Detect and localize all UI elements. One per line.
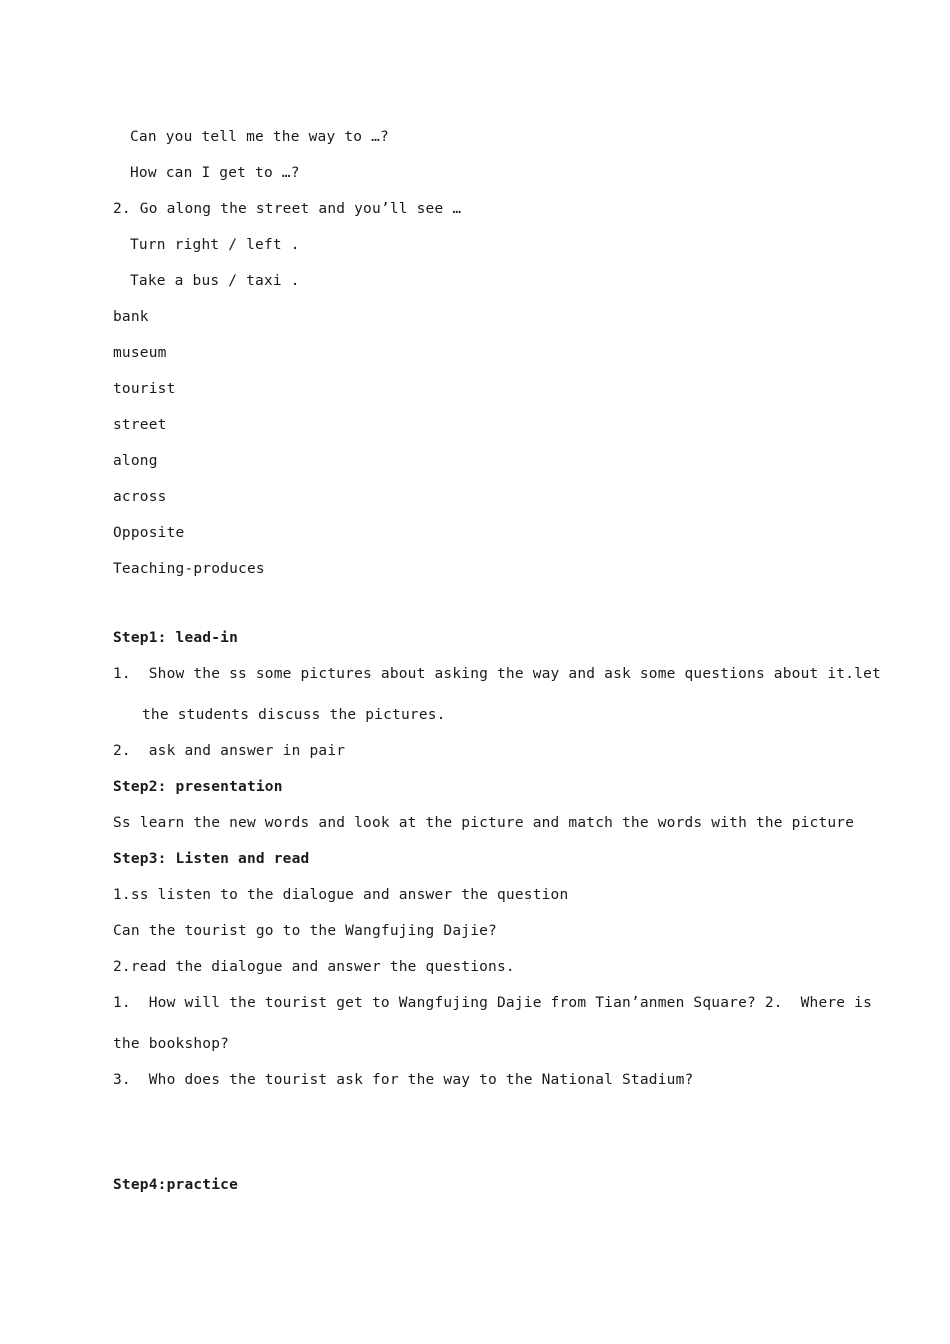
phrase-go-along: 2. Go along the street and you’ll see … bbox=[113, 201, 462, 217]
word-bank: bank bbox=[113, 309, 149, 325]
step3-item2: 2.read the dialogue and answer the questions. bbox=[113, 959, 515, 975]
word-street: street bbox=[113, 417, 167, 433]
step3-item1: 1.ss listen to the dialogue and answer the question bbox=[113, 887, 569, 903]
step1-item1: 1. Show the ss some pictures about asking the way and ask some questions about it.let bbox=[113, 666, 881, 682]
step2-text: Ss learn the new words and look at the picture and match the words with the picture bbox=[113, 815, 855, 831]
step3-question: Can the tourist go to the Wangfujing Dajie? bbox=[113, 923, 497, 939]
phrase-turn: Turn right / left . bbox=[130, 237, 300, 253]
step2-title: Step2: presentation bbox=[113, 779, 283, 795]
step4-title: Step4:practice bbox=[113, 1177, 239, 1193]
step3-title: Step3: Listen and read bbox=[113, 851, 310, 867]
step3-q3: 3. Who does the tourist ask for the way to the National Stadium? bbox=[113, 1072, 694, 1088]
word-across: across bbox=[113, 489, 167, 505]
step1-item1-continued: the students discuss the pictures. bbox=[142, 707, 446, 723]
phrase-ask-way: Can you tell me the way to …? bbox=[130, 129, 389, 145]
step1-item2: 2. ask and answer in pair bbox=[113, 743, 346, 759]
word-opposite: Opposite bbox=[113, 525, 185, 541]
step3-q1: 1. How will the tourist get to Wangfujing Dajie from Tian’anmen Square? 2. Where is bbox=[113, 995, 873, 1011]
step3-q1-continued: the bookshop? bbox=[113, 1036, 230, 1052]
word-along: along bbox=[113, 453, 158, 469]
word-museum: museum bbox=[113, 345, 167, 361]
step1-title: Step1: lead-in bbox=[113, 630, 239, 646]
word-tourist: tourist bbox=[113, 381, 176, 397]
phrase-get-to: How can I get to …? bbox=[130, 165, 300, 181]
procedures-label: Teaching-produces bbox=[113, 561, 265, 577]
phrase-take-bus: Take a bus / taxi . bbox=[130, 273, 300, 289]
